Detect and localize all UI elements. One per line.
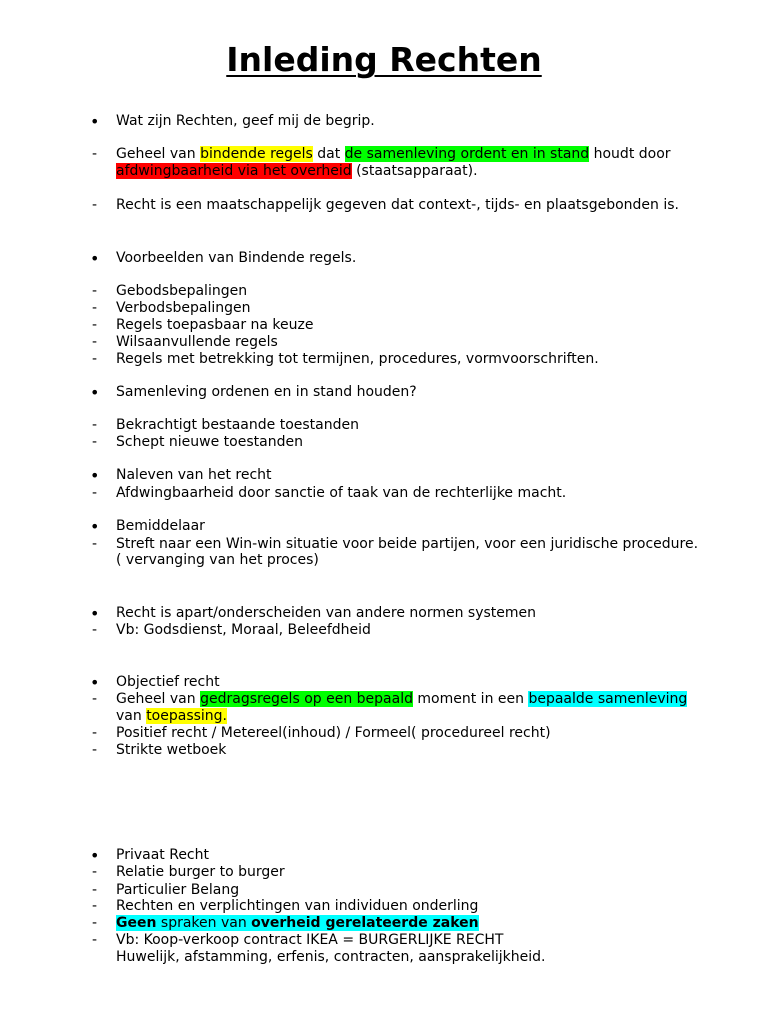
dash-marker: - <box>92 932 98 948</box>
dash-marker: - <box>92 434 98 450</box>
text-line <box>0 536 768 553</box>
text-line <box>0 742 768 759</box>
dash-marker: - <box>92 864 98 880</box>
bullet-marker: • <box>90 604 100 623</box>
text-segment: Wilsaanvullende regels <box>116 334 278 350</box>
page-title: Inleding Rechten <box>226 40 542 79</box>
highlighted-text: toepassing. <box>146 708 228 724</box>
text-line <box>0 915 768 932</box>
text-line <box>0 317 768 334</box>
text-segment: Verbodsbepalingen <box>116 300 251 316</box>
dash-marker: - <box>92 691 98 707</box>
text-line <box>0 898 768 915</box>
text-line <box>0 691 768 708</box>
dash-marker: - <box>92 742 98 758</box>
text-line <box>0 552 768 569</box>
line-text <box>116 334 278 351</box>
bullet-marker: • <box>90 466 100 485</box>
dash-marker: - <box>92 317 98 333</box>
text-segment: Naleven van het recht <box>116 467 272 483</box>
line-text <box>116 197 679 214</box>
text-line <box>0 197 768 214</box>
text-segment: Afdwingbaarheid door sanctie of taak van de rechterlijke macht. <box>116 485 567 501</box>
dash-marker: - <box>92 351 98 367</box>
line-text <box>116 949 546 966</box>
text-line <box>0 518 768 535</box>
text-line <box>0 622 768 639</box>
text-segment: Gebodsbepalingen <box>116 283 248 299</box>
line-text <box>116 691 687 708</box>
text-segment: Samenleving ordenen en in stand houden? <box>116 384 417 400</box>
text-line <box>0 882 768 899</box>
dash-marker: - <box>92 622 98 638</box>
text-line <box>0 113 768 130</box>
text-segment: Recht is een maatschappelijk gegeven dat context-, tijds- en plaatsgebonden is. <box>116 197 679 213</box>
text-segment: Vb: Godsdienst, Moraal, Beleefdheid <box>116 622 371 638</box>
line-text <box>116 882 239 899</box>
line-text <box>116 742 226 759</box>
text-segment: Positief recht / Metereel(inhoud) / Formeel( procedureel recht) <box>116 725 551 741</box>
line-text <box>116 898 478 915</box>
dash-marker: - <box>92 146 98 162</box>
text-segment: Rechten en verplichtingen van individuen onderling <box>116 898 479 914</box>
highlighted-text: de samenleving ordent en in stand <box>344 146 590 162</box>
text-segment: Privaat Recht <box>116 847 209 863</box>
text-line <box>0 949 768 966</box>
text-segment: Relatie burger to burger <box>116 864 285 880</box>
text-line <box>0 300 768 317</box>
line-text <box>116 725 551 742</box>
dash-marker: - <box>92 898 98 914</box>
text-line <box>0 250 768 267</box>
text-segment: Vb: Koop-verkoop contract IKEA = BURGERLIJKE RECHT <box>116 932 504 948</box>
dash-marker: - <box>92 197 98 213</box>
line-text <box>116 915 479 932</box>
dash-marker: - <box>92 417 98 433</box>
line-text <box>116 708 227 725</box>
text-line <box>0 146 768 163</box>
bullet-marker: • <box>90 249 100 268</box>
dash-marker: - <box>92 334 98 350</box>
bullet-marker: • <box>90 517 100 536</box>
line-text <box>116 485 566 502</box>
text-line <box>0 674 768 691</box>
line-text <box>116 467 272 484</box>
text-segment: Regels met betrekking tot termijnen, procedures, vormvoorschriften. <box>116 351 599 367</box>
line-text <box>116 518 205 535</box>
text-segment: Voorbeelden van Bindende regels. <box>116 250 357 266</box>
text-line <box>0 708 768 725</box>
text-segment: Geheel van <box>116 146 201 162</box>
text-segment: Recht is apart/onderscheiden van andere normen systemen <box>116 605 537 621</box>
bullet-marker: • <box>90 112 100 131</box>
line-text <box>116 250 356 267</box>
highlighted-text: bindende regels <box>200 146 313 162</box>
text-segment: dat <box>312 146 345 162</box>
text-line <box>0 864 768 881</box>
line-text <box>116 146 671 163</box>
line-text <box>116 864 285 881</box>
dash-marker: - <box>92 915 98 931</box>
highlighted-text: bepaalde samenleving <box>528 691 688 707</box>
text-segment: ( vervanging van het proces) <box>116 552 319 568</box>
line-text <box>116 434 303 451</box>
line-text <box>116 932 503 949</box>
text-line <box>0 351 768 368</box>
text-line <box>0 725 768 742</box>
highlighted-text: afdwingbaarheid via het overheid <box>116 163 352 179</box>
line-text <box>116 113 375 130</box>
line-text <box>116 163 478 180</box>
dash-marker: - <box>92 283 98 299</box>
line-text <box>116 417 359 434</box>
dash-marker: - <box>92 882 98 898</box>
line-text <box>116 317 313 334</box>
line-text <box>116 622 371 639</box>
text-line <box>0 485 768 502</box>
bullet-marker: • <box>90 383 100 402</box>
line-text <box>116 536 698 553</box>
text-segment: van <box>116 708 147 724</box>
text-line <box>0 283 768 300</box>
highlighted-text: spraken van <box>156 915 252 931</box>
line-text <box>116 300 250 317</box>
text-line <box>0 163 768 180</box>
line-text <box>116 605 536 622</box>
text-segment: houdt door <box>589 146 671 162</box>
text-segment: Huwelijk, afstamming, erfenis, contracten, aansprakelijkheid. <box>116 949 546 965</box>
highlighted-text: Geen <box>116 915 157 931</box>
text-segment: Strikte wetboek <box>116 742 227 758</box>
dash-marker: - <box>92 300 98 316</box>
text-line <box>0 334 768 351</box>
text-segment: Particulier Belang <box>116 882 240 898</box>
text-line <box>0 434 768 451</box>
line-text <box>116 283 247 300</box>
text-line <box>0 417 768 434</box>
dash-marker: - <box>92 725 98 741</box>
text-segment: Bemiddelaar <box>116 518 205 534</box>
dash-marker: - <box>92 485 98 501</box>
text-segment: Schept nieuwe toestanden <box>116 434 303 450</box>
line-text <box>116 674 220 691</box>
bullet-marker: • <box>90 673 100 692</box>
text-segment: moment in een <box>412 691 529 707</box>
line-text <box>116 384 417 401</box>
highlighted-text: overheid gerelateerde zaken <box>251 915 479 931</box>
dash-marker: - <box>92 536 98 552</box>
text-segment: Geheel van <box>116 691 201 707</box>
text-segment: (staatsapparaat). <box>351 163 478 179</box>
text-segment: Streft naar een Win-win situatie voor beide partijen, voor een juridische procedure. <box>116 536 699 552</box>
highlighted-text: gedragsregels op een bepaald <box>200 691 413 707</box>
text-segment: Wat zijn Rechten, geef mij de begrip. <box>116 113 375 129</box>
line-text <box>116 847 209 864</box>
text-line <box>0 384 768 401</box>
text-segment: Regels toepasbaar na keuze <box>116 317 314 333</box>
text-line <box>0 605 768 622</box>
text-line <box>0 467 768 484</box>
text-segment: Bekrachtigt bestaande toestanden <box>116 417 359 433</box>
line-text <box>116 552 319 569</box>
text-segment: Objectief recht <box>116 674 220 690</box>
bullet-marker: • <box>90 846 100 865</box>
text-line <box>0 847 768 864</box>
text-line <box>0 932 768 949</box>
line-text <box>116 351 599 368</box>
